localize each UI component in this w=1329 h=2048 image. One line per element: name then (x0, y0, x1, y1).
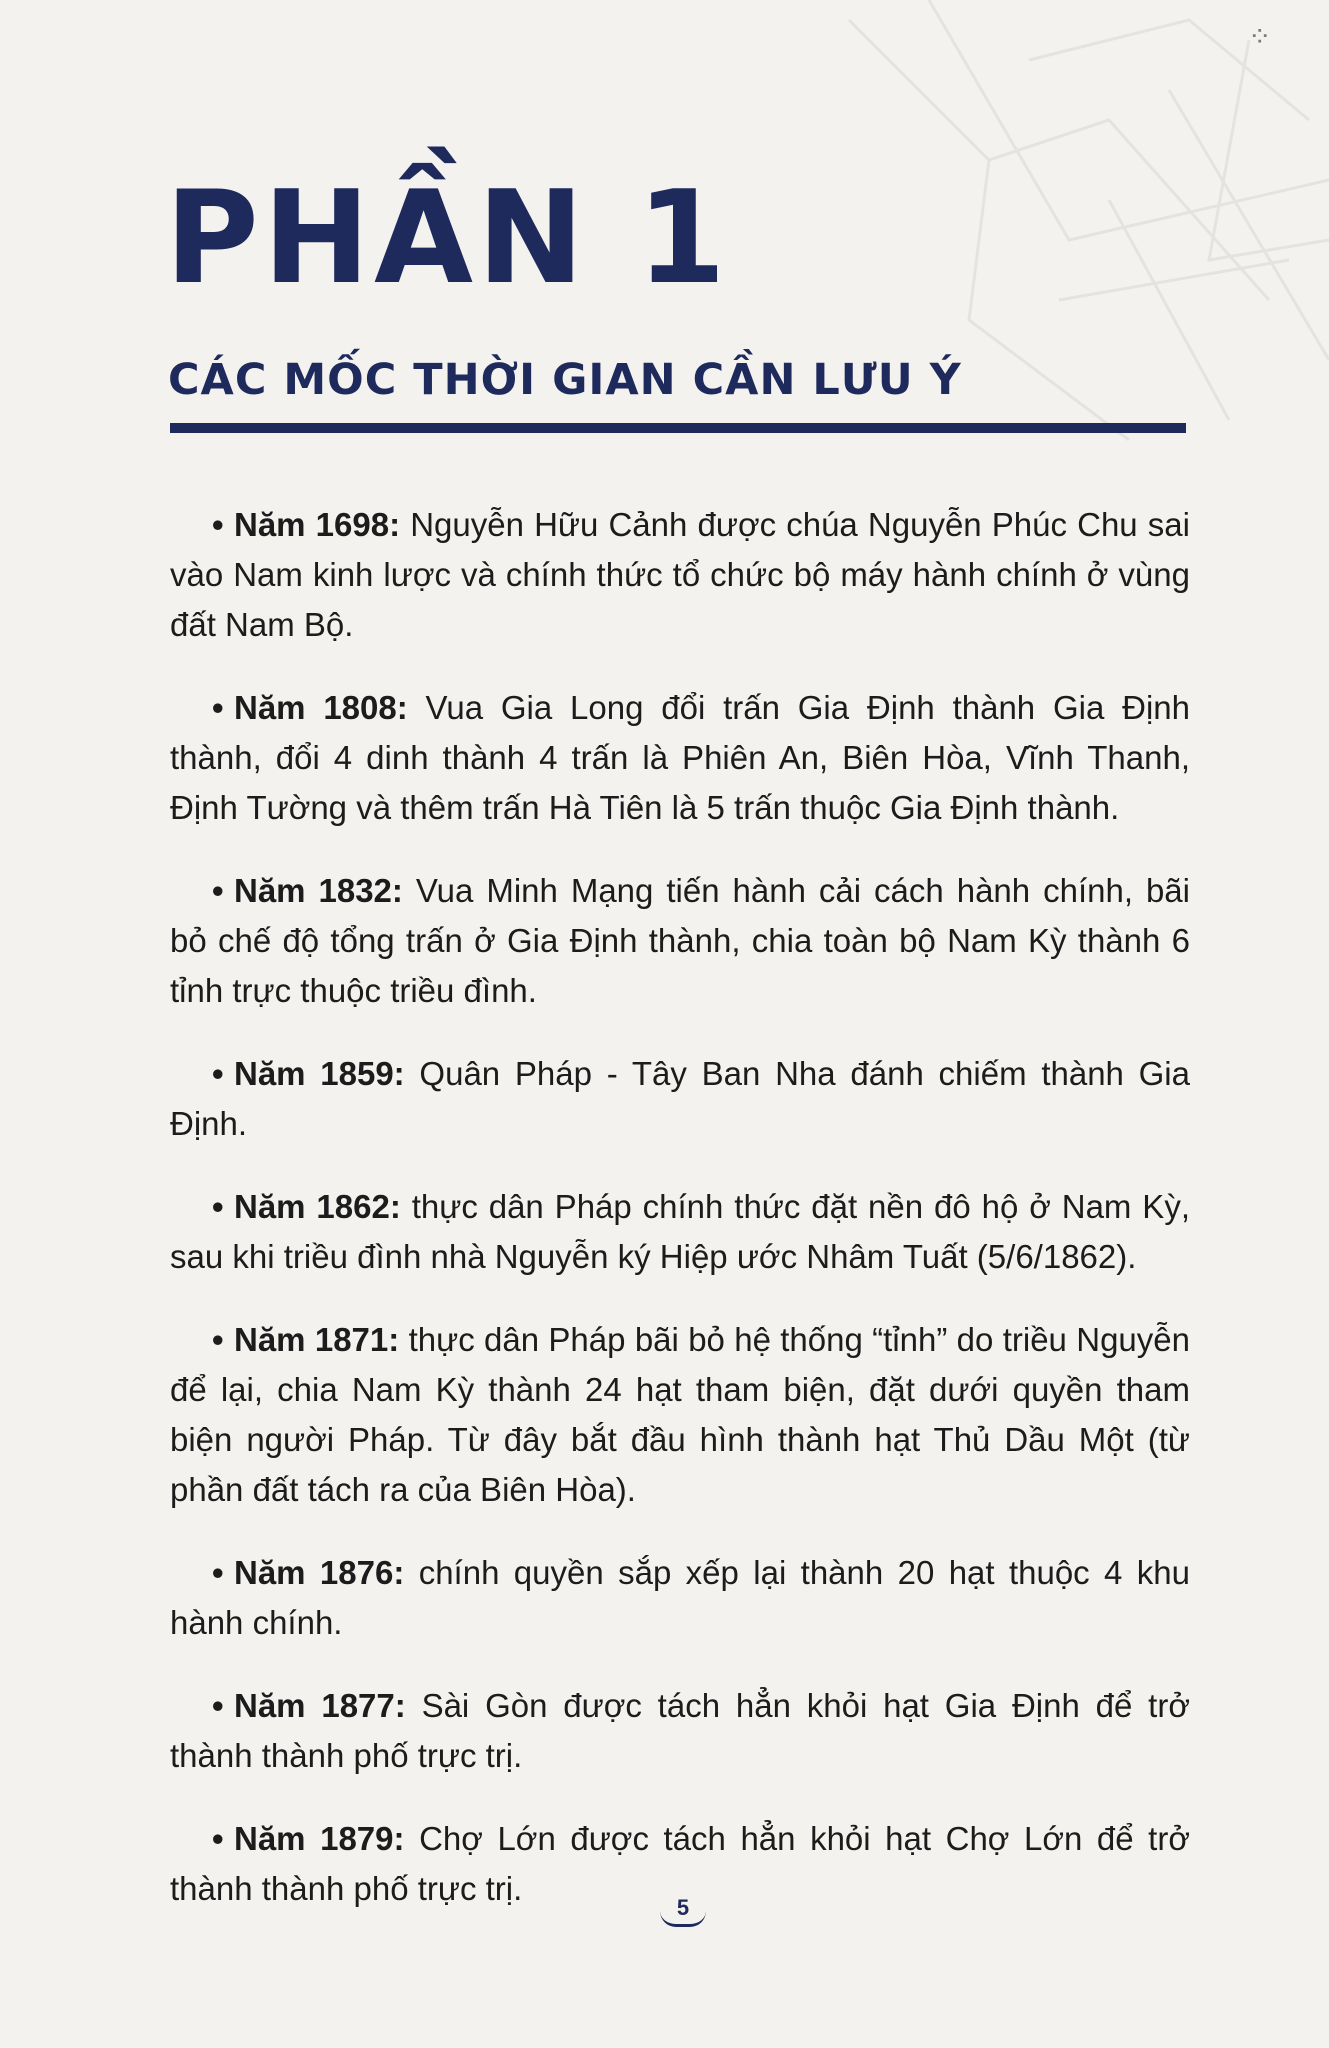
timeline-entry (170, 1548, 1190, 1648)
entry-text: Chợ Lớn được tách hẳn khỏi hạt Chợ Lớn để trở thành thành phố trực trị. (170, 1820, 1190, 1907)
bullet-icon: • (212, 1687, 224, 1724)
entry-year: Năm 1879: (234, 1820, 405, 1857)
section-subtitle: CÁC MỐC THỜI GIAN CẦN LƯU Ý (168, 355, 962, 405)
entry-year: Năm 1832: (234, 872, 403, 909)
bullet-icon: • (212, 1055, 224, 1092)
entry-year: Năm 1862: (234, 1188, 401, 1225)
heading-divider (170, 423, 1186, 433)
entry-text: Quân Pháp - Tây Ban Nha đánh chiếm thành Gia Định. (170, 1055, 1190, 1142)
corner-decoration: ⁘ (1248, 20, 1272, 53)
timeline-entry (170, 1681, 1190, 1781)
entry-year: Năm 1859: (234, 1055, 405, 1092)
entry-year: Năm 1871: (234, 1321, 400, 1358)
timeline-entry (170, 1049, 1190, 1149)
entry-text: Vua Minh Mạng tiến hành cải cách hành chính, bãi bỏ chế độ tổng trấn ở Gia Định thành, chia toàn bộ Nam Kỳ thành 6 tỉnh trực thuộc triều đình. (170, 872, 1190, 1009)
entry-text: Vua Gia Long đổi trấn Gia Định thành Gia Định thành, đổi 4 dinh thành 4 trấn là Phiên An, Biên Hòa, Vĩnh Thanh, Định Tường và thêm trấn Hà Tiên là 5 trấn thuộc Gia Định thành. (170, 689, 1190, 826)
timeline-entry (170, 866, 1190, 1016)
bullet-icon: • (212, 1321, 224, 1358)
entry-year: Năm 1876: (234, 1554, 405, 1591)
entry-text: Nguyễn Hữu Cảnh được chúa Nguyễn Phúc Chu sai vào Nam kinh lược và chính thức tổ chức bộ máy hành chính ở vùng đất Nam Bộ. (170, 506, 1190, 643)
bullet-icon: • (212, 872, 224, 909)
timeline-entry (170, 500, 1190, 650)
bullet-icon: • (212, 1820, 224, 1857)
entry-text: Sài Gòn được tách hẳn khỏi hạt Gia Định để trở thành thành phố trực trị. (170, 1687, 1190, 1774)
entry-text: thực dân Pháp bãi bỏ hệ thống “tỉnh” do triều Nguyễn để lại, chia Nam Kỳ thành 24 hạt tham biện, đặt dưới quyền tham biện người Pháp. Từ đây bắt đầu hình thành hạt Thủ Dầu Một (từ phần đất tách ra của Biên Hòa). (170, 1321, 1190, 1508)
bullet-icon: • (212, 506, 224, 543)
bullet-icon: • (212, 1554, 224, 1591)
timeline-entry (170, 683, 1190, 833)
timeline-list (170, 500, 1190, 1947)
entry-year: Năm 1698: (234, 506, 401, 543)
page-number: 5 (660, 1892, 706, 1927)
timeline-entry (170, 1315, 1190, 1515)
bullet-icon: • (212, 689, 224, 726)
section-title: PHẦN 1 (165, 164, 730, 313)
entry-year: Năm 1877: (234, 1687, 406, 1724)
entry-text: thực dân Pháp chính thức đặt nền đô hộ ở Nam Kỳ, sau khi triều đình nhà Nguyễn ký Hiệp ước Nhâm Tuất (5/6/1862). (170, 1188, 1190, 1275)
timeline-entry (170, 1182, 1190, 1282)
entry-text: chính quyền sắp xếp lại thành 20 hạt thuộc 4 khu hành chính. (170, 1554, 1190, 1641)
entry-year: Năm 1808: (234, 689, 408, 726)
bullet-icon: • (212, 1188, 224, 1225)
